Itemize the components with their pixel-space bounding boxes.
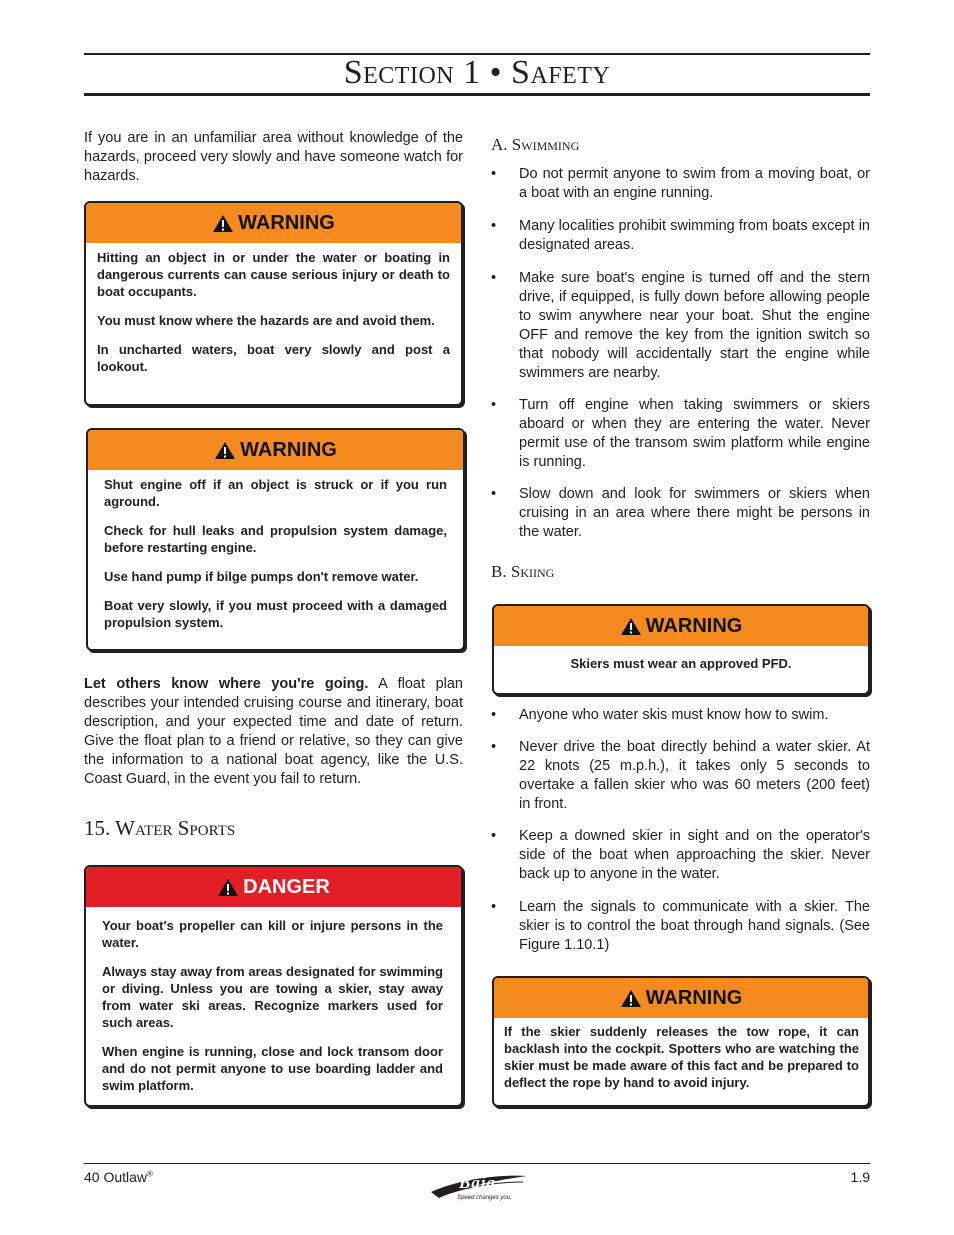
warning-header: WARNING: [494, 978, 868, 1018]
danger-text: Always stay away from areas designated for swimming or diving. Unless you are towing a skier, stay away from water ski areas. Recognize markers used for such areas.: [102, 964, 443, 1030]
warning-text: Shut engine off if an object is struck or if you run aground.: [104, 477, 447, 509]
list-item: • Keep a downed skier in sight and on the operator's side of the boat when approaching the skier. Never back up to anyone in the water.: [491, 827, 870, 884]
list-item: • Turn off engine when taking swimmers or skiers aboard or when they are entering the water. Never permit use of the transom swim platform while engine is running.: [491, 396, 870, 472]
list-item: • Many localities prohibit swimming from boats except in designated areas.: [491, 217, 870, 255]
list-item: • Do not permit anyone to swim from a moving boat, or a boat with an engine running.: [491, 165, 870, 203]
page-number: 1.9: [850, 1169, 870, 1185]
header-rule-bottom: [84, 93, 870, 96]
list-item: • Make sure boat's engine is turned off and the stern drive, if equipped, is fully down before allowing people to swim anywhere near your boat. Shut the engine OFF and remove the key from the ignition switch so that nobody will accidentally start the engine while swimmers are nearby.: [491, 269, 870, 383]
warning-triangle-icon: [214, 441, 236, 460]
intro-paragraph: If you are in an unfamiliar area without knowledge of the hazards, proceed very slowly and have someone watch for hazards.: [84, 130, 463, 184]
warning-box-hazards: [84, 201, 463, 406]
warning-box-grounding: [86, 428, 465, 651]
warning-text: Check for hull leaks and propulsion system damage, before restarting engine.: [104, 523, 447, 555]
swimming-bullet-list: [491, 165, 870, 542]
list-item: • Never drive the boat directly behind a water skier. At 22 knots (25 m.p.h.), it takes only 5 seconds to overtake a fallen skier who was 60 meters (200 feet) in front.: [491, 738, 870, 814]
warning-text: Hitting an object in or under the water or boating in dangerous currents can cause serious injury or death to boat occupants.: [97, 250, 450, 299]
float-plan-paragraph: Let others know where you're going. A float plan describes your intended cruising course and itinerary, boat description, and your expected time and date of return. Give the float plan to a friend or relative, so they can give the information to a national boat agency, like the U.S. Coast Guard, in the event you fail to return.: [84, 676, 463, 787]
danger-text: Your boat's propeller can kill or injure persons in the water.: [102, 918, 443, 950]
warning-text: If the skier suddenly releases the tow rope, it can backlash into the cockpit. Spotters who are watching the skier must be made aware of this fact and be prepared to deflect the rope by hand to avoid injury.: [504, 1024, 859, 1090]
subheading-swimming: A. Swimming: [491, 135, 580, 154]
danger-header: DANGER: [86, 867, 461, 907]
warning-text: Use hand pump if bilge pumps don't remove water.: [104, 569, 419, 584]
warning-header: WARNING: [88, 430, 463, 470]
warning-triangle-icon: [620, 617, 642, 636]
list-item: • Slow down and look for swimmers or skiers when cruising in an area where there might be persons in the water.: [491, 485, 870, 542]
footer-rule: [84, 1163, 870, 1164]
danger-box-propeller: [84, 865, 463, 1107]
warning-triangle-icon: [212, 214, 234, 233]
warning-text: You must know where the hazards are and avoid them.: [97, 313, 435, 328]
list-item: • Anyone who water skis must know how to swim.: [491, 706, 870, 725]
subheading-skiing: B. Skiing: [491, 562, 555, 581]
section-15-heading: 15. Water Sports: [84, 816, 236, 840]
warning-triangle-icon: [620, 989, 642, 1008]
warning-text: Skiers must wear an approved PFD.: [570, 656, 792, 671]
baja-logo: Baja Speed changes you.: [427, 1170, 531, 1204]
warning-box-tow-rope: [492, 976, 870, 1107]
list-item: • Learn the signals to communicate with a skier. The skier is to control the boat through hand signals. (See Figure 1.10.1): [491, 898, 870, 955]
skiing-bullet-list: [491, 706, 870, 955]
warning-triangle-icon: [217, 878, 239, 897]
danger-text: When engine is running, close and lock transom door and do not permit anyone to use boarding ladder and swim platform.: [102, 1044, 443, 1093]
footer-model: 40 Outlaw®: [84, 1169, 153, 1185]
page-title: Section 1 • Safety: [343, 54, 611, 91]
warning-text: In uncharted waters, boat very slowly and post a lookout.: [97, 342, 450, 374]
warning-box-pfd: [492, 604, 870, 695]
warning-header: WARNING: [494, 606, 868, 646]
warning-text: Boat very slowly, if you must proceed with a damaged propulsion system.: [104, 598, 447, 630]
warning-header: WARNING: [86, 203, 461, 243]
